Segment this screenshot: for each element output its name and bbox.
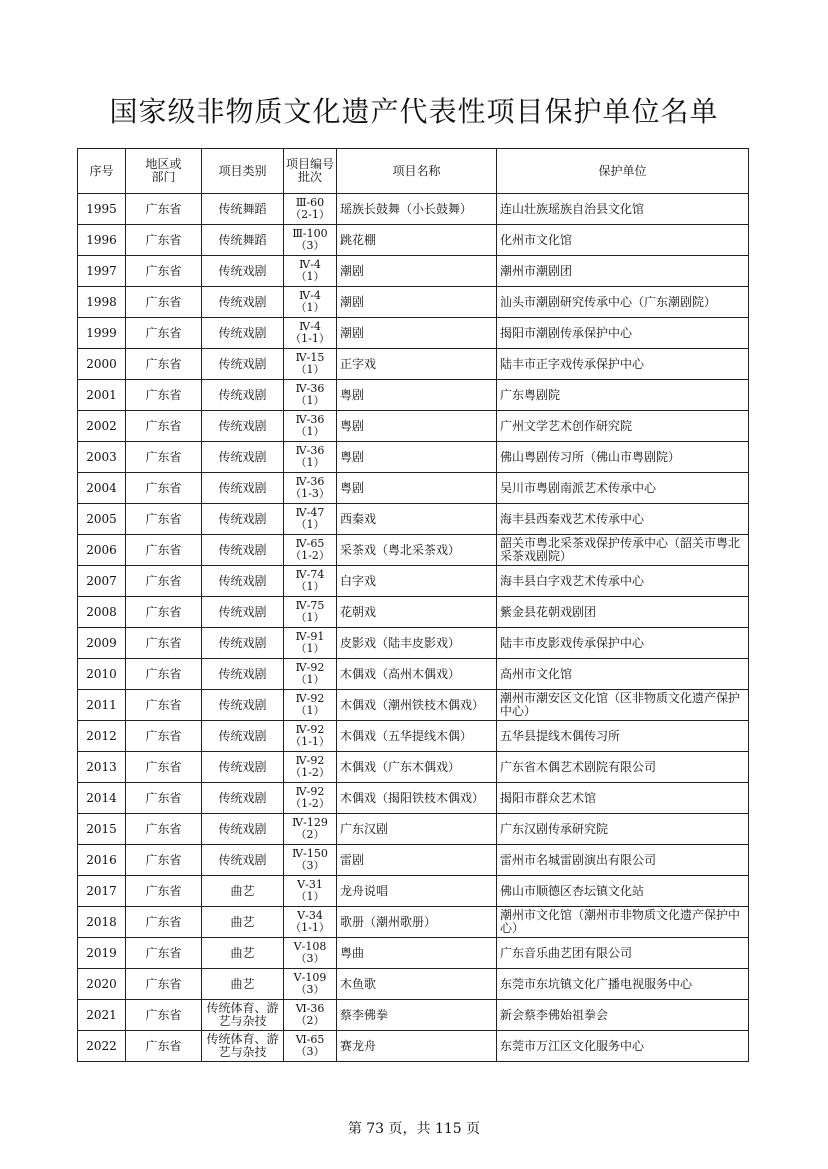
- cell-code: [284, 845, 337, 876]
- table-row: [78, 938, 749, 969]
- cell-code-batch: （1）: [295, 673, 325, 686]
- table-row: [78, 349, 749, 380]
- cell-code-number: Ⅳ-92: [295, 692, 325, 705]
- table-row: [78, 442, 749, 473]
- cell-code-number: Ⅳ-36: [295, 382, 325, 395]
- cell-code-batch: （1）: [295, 270, 325, 283]
- cell-code-batch: （1）: [295, 425, 325, 438]
- cell-category: 传统戏剧: [202, 287, 284, 318]
- cell-category: 曲艺: [202, 938, 284, 969]
- cell-category: 传统戏剧: [202, 752, 284, 783]
- cell-name: 花朝戏: [337, 597, 497, 628]
- cell-code-number: Ⅴ-34: [297, 909, 323, 922]
- cell-seq: 2009: [78, 628, 126, 659]
- cell-code-batch: （1）: [295, 456, 325, 469]
- cell-category: 传统戏剧: [202, 535, 284, 566]
- cell-unit: 潮州市文化馆（潮州市非物质文化遗产保护中心）: [497, 907, 749, 938]
- cell-seq: 2005: [78, 504, 126, 535]
- cell-code: [284, 628, 337, 659]
- cell-region: 广东省: [126, 690, 202, 721]
- cell-unit: 雷州市名城雷剧演出有限公司: [497, 845, 749, 876]
- cell-code: [284, 411, 337, 442]
- cell-seq: 2004: [78, 473, 126, 504]
- cell-code-batch: （1）: [295, 301, 325, 314]
- cell-code: [284, 318, 337, 349]
- cell-category: 传统舞蹈: [202, 225, 284, 256]
- table-row: [78, 411, 749, 442]
- cell-region: 广东省: [126, 876, 202, 907]
- cell-code-number: Ⅳ-92: [295, 723, 325, 736]
- header-name: 项目名称: [337, 149, 497, 194]
- cell-code: [284, 473, 337, 504]
- cell-category: 曲艺: [202, 969, 284, 1000]
- table-row: [78, 752, 749, 783]
- cell-name: 粤剧: [337, 380, 497, 411]
- cell-code-number: Ⅲ-100: [292, 227, 328, 240]
- cell-unit: 连山壮族瑶族自治县文化馆: [497, 194, 749, 225]
- cell-seq: 2022: [78, 1031, 126, 1062]
- cell-unit: 佛山市顺德区杏坛镇文化站: [497, 876, 749, 907]
- cell-name: 歌册（潮州歌册）: [337, 907, 497, 938]
- cell-category: 曲艺: [202, 876, 284, 907]
- table-row: [78, 969, 749, 1000]
- cell-code: [284, 535, 337, 566]
- cell-name: 西秦戏: [337, 504, 497, 535]
- cell-unit: 新会蔡李佛始祖拳会: [497, 1000, 749, 1031]
- cell-unit: 陆丰市正字戏传承保护中心: [497, 349, 749, 380]
- cell-code: [284, 287, 337, 318]
- cell-code: [284, 783, 337, 814]
- cell-region: 广东省: [126, 721, 202, 752]
- table-row: [78, 845, 749, 876]
- cell-name: 雷剧: [337, 845, 497, 876]
- table-row: [78, 256, 749, 287]
- cell-code: [284, 876, 337, 907]
- table-row: [78, 783, 749, 814]
- table-row: [78, 876, 749, 907]
- cell-category: 传统戏剧: [202, 318, 284, 349]
- cell-seq: 1995: [78, 194, 126, 225]
- header-unit: 保护单位: [497, 149, 749, 194]
- table-row: [78, 659, 749, 690]
- cell-name: 正字戏: [337, 349, 497, 380]
- cell-code-number: Ⅳ-92: [295, 754, 325, 767]
- cell-code-number: Ⅳ-15: [295, 351, 325, 364]
- cell-region: 广东省: [126, 597, 202, 628]
- table-row: [78, 380, 749, 411]
- cell-category: 传统戏剧: [202, 659, 284, 690]
- cell-unit: 潮州市潮剧团: [497, 256, 749, 287]
- cell-seq: 2012: [78, 721, 126, 752]
- table-row: [78, 721, 749, 752]
- cell-seq: 1999: [78, 318, 126, 349]
- cell-code-number: Ⅳ-74: [295, 568, 325, 581]
- cell-seq: 2003: [78, 442, 126, 473]
- cell-code-number: Ⅳ-75: [295, 599, 325, 612]
- cell-unit: 广东省木偶艺术剧院有限公司: [497, 752, 749, 783]
- cell-code-batch: （1）: [295, 890, 325, 903]
- cell-category: 传统戏剧: [202, 380, 284, 411]
- table-row: [78, 814, 749, 845]
- cell-code-batch: （1）: [295, 704, 325, 717]
- cell-code-batch: （3）: [295, 952, 325, 965]
- cell-region: 广东省: [126, 442, 202, 473]
- cell-code: [284, 690, 337, 721]
- cell-category: 传统戏剧: [202, 783, 284, 814]
- cell-seq: 2019: [78, 938, 126, 969]
- cell-unit: 吴川市粤剧南派艺术传承中心: [497, 473, 749, 504]
- cell-name: 木鱼歌: [337, 969, 497, 1000]
- cell-name: 龙舟说唱: [337, 876, 497, 907]
- cell-seq: 2002: [78, 411, 126, 442]
- cell-code-number: Ⅵ-36: [295, 1002, 325, 1015]
- cell-code: [284, 380, 337, 411]
- cell-code-number: Ⅴ-108: [293, 940, 327, 953]
- cell-name: 粤曲: [337, 938, 497, 969]
- cell-unit: 广州文学艺术创作研究院: [497, 411, 749, 442]
- cell-code: [284, 721, 337, 752]
- cell-code-batch: （3）: [295, 1045, 325, 1058]
- cell-region: 广东省: [126, 845, 202, 876]
- cell-code: [284, 256, 337, 287]
- cell-category: 传统戏剧: [202, 411, 284, 442]
- cell-seq: 2021: [78, 1000, 126, 1031]
- cell-code-batch: （1-1）: [290, 332, 330, 345]
- cell-code: [284, 194, 337, 225]
- cell-code-batch: （3）: [295, 239, 325, 252]
- cell-region: 广东省: [126, 473, 202, 504]
- cell-name: 瑶族长鼓舞（小长鼓舞）: [337, 194, 497, 225]
- cell-seq: 2020: [78, 969, 126, 1000]
- cell-category: 传统戏剧: [202, 721, 284, 752]
- cell-code-number: Ⅳ-36: [295, 475, 325, 488]
- table-row: [78, 1031, 749, 1062]
- cell-code-batch: （2）: [295, 828, 325, 841]
- cell-category: 传统戏剧: [202, 628, 284, 659]
- cell-name: 木偶戏（揭阳铁枝木偶戏）: [337, 783, 497, 814]
- cell-region: 广东省: [126, 566, 202, 597]
- cell-name: 木偶戏（广东木偶戏）: [337, 752, 497, 783]
- cell-code-batch: （1-2）: [290, 766, 330, 779]
- table-header-row: [78, 149, 749, 194]
- cell-category: 传统戏剧: [202, 504, 284, 535]
- cell-code-number: Ⅳ-92: [295, 661, 325, 674]
- header-region: 地区或部门: [126, 149, 202, 194]
- cell-category: 传统戏剧: [202, 690, 284, 721]
- cell-name: 粤剧: [337, 411, 497, 442]
- cell-seq: 2011: [78, 690, 126, 721]
- cell-seq: 2010: [78, 659, 126, 690]
- cell-name: 潮剧: [337, 287, 497, 318]
- cell-name: 采茶戏（粤北采茶戏）: [337, 535, 497, 566]
- cell-unit: 潮州市潮安区文化馆（区非物质文化遗产保护中心）: [497, 690, 749, 721]
- cell-code: [284, 225, 337, 256]
- cell-category: 传统戏剧: [202, 256, 284, 287]
- cell-code: [284, 504, 337, 535]
- cell-code: [284, 566, 337, 597]
- cell-name: 潮剧: [337, 256, 497, 287]
- cell-unit: 广东音乐曲艺团有限公司: [497, 938, 749, 969]
- cell-category: 传统舞蹈: [202, 194, 284, 225]
- cell-code-batch: （1）: [295, 394, 325, 407]
- cell-code-batch: （1）: [295, 642, 325, 655]
- cell-unit: 汕头市潮剧研究传承中心（广东潮剧院）: [497, 287, 749, 318]
- cell-code-number: Ⅳ-47: [295, 506, 325, 519]
- cell-region: 广东省: [126, 349, 202, 380]
- cell-region: 广东省: [126, 659, 202, 690]
- cell-code-batch: （1）: [295, 518, 325, 531]
- header-code: 项目编号批次: [284, 149, 337, 194]
- heritage-table: [77, 148, 749, 1062]
- cell-code-number: Ⅳ-36: [295, 444, 325, 457]
- cell-code-number: Ⅳ-92: [295, 785, 325, 798]
- cell-seq: 1996: [78, 225, 126, 256]
- cell-name: 木偶戏（高州木偶戏）: [337, 659, 497, 690]
- cell-code-number: Ⅳ-129: [292, 816, 328, 829]
- cell-name: 赛龙舟: [337, 1031, 497, 1062]
- cell-unit: 海丰县白字戏艺术传承中心: [497, 566, 749, 597]
- cell-seq: 2006: [78, 535, 126, 566]
- cell-code-number: Ⅳ-91: [295, 630, 325, 643]
- cell-code-number: Ⅵ-65: [295, 1033, 325, 1046]
- cell-code-number: Ⅴ-31: [297, 878, 323, 891]
- cell-unit: 揭阳市潮剧传承保护中心: [497, 318, 749, 349]
- cell-name: 粤剧: [337, 473, 497, 504]
- cell-code: [284, 597, 337, 628]
- table-row: [78, 318, 749, 349]
- cell-code-number: Ⅴ-109: [293, 971, 327, 984]
- cell-name: 跳花棚: [337, 225, 497, 256]
- cell-code-number: Ⅲ-60: [295, 196, 325, 209]
- cell-seq: 2007: [78, 566, 126, 597]
- cell-seq: 2016: [78, 845, 126, 876]
- table-row: [78, 535, 749, 566]
- table-row: [78, 566, 749, 597]
- cell-seq: 2000: [78, 349, 126, 380]
- cell-unit: 五华县提线木偶传习所: [497, 721, 749, 752]
- cell-seq: 2018: [78, 907, 126, 938]
- cell-seq: 2017: [78, 876, 126, 907]
- cell-seq: 1997: [78, 256, 126, 287]
- cell-region: 广东省: [126, 969, 202, 1000]
- page-footer: 第 73 页，共 115 页: [347, 1121, 481, 1137]
- cell-code: [284, 659, 337, 690]
- cell-seq: 1998: [78, 287, 126, 318]
- cell-unit: 广东汉剧传承研究院: [497, 814, 749, 845]
- cell-code-batch: （1）: [295, 611, 325, 624]
- cell-category: 传统戏剧: [202, 814, 284, 845]
- cell-code-batch: （3）: [295, 983, 325, 996]
- cell-name: 蔡李佛拳: [337, 1000, 497, 1031]
- cell-code: [284, 969, 337, 1000]
- cell-seq: 2014: [78, 783, 126, 814]
- table-row: [78, 597, 749, 628]
- cell-code-batch: （1-1）: [290, 735, 330, 748]
- cell-code-number: Ⅳ-4: [299, 320, 321, 333]
- cell-region: 广东省: [126, 938, 202, 969]
- cell-region: 广东省: [126, 287, 202, 318]
- cell-category: 传统戏剧: [202, 566, 284, 597]
- cell-name: 潮剧: [337, 318, 497, 349]
- cell-region: 广东省: [126, 194, 202, 225]
- cell-code-batch: （3）: [295, 859, 325, 872]
- table-row: [78, 225, 749, 256]
- cell-name: 皮影戏（陆丰皮影戏）: [337, 628, 497, 659]
- header-category: 项目类别: [202, 149, 284, 194]
- cell-unit: 陆丰市皮影戏传承保护中心: [497, 628, 749, 659]
- cell-code: [284, 907, 337, 938]
- cell-name: 粤剧: [337, 442, 497, 473]
- cell-code-batch: （1）: [295, 363, 325, 376]
- cell-region: 广东省: [126, 907, 202, 938]
- table-row: [78, 504, 749, 535]
- cell-seq: 2008: [78, 597, 126, 628]
- cell-category: 曲艺: [202, 907, 284, 938]
- cell-region: 广东省: [126, 1000, 202, 1031]
- cell-region: 广东省: [126, 752, 202, 783]
- cell-region: 广东省: [126, 535, 202, 566]
- cell-code-number: Ⅳ-36: [295, 413, 325, 426]
- table-row: [78, 1000, 749, 1031]
- cell-code: [284, 1031, 337, 1062]
- cell-region: 广东省: [126, 225, 202, 256]
- cell-unit: 广东粤剧院: [497, 380, 749, 411]
- cell-code-batch: （2-1）: [290, 208, 330, 221]
- cell-code: [284, 938, 337, 969]
- cell-region: 广东省: [126, 783, 202, 814]
- cell-code: [284, 442, 337, 473]
- cell-unit: 佛山粤剧传习所（佛山市粤剧院）: [497, 442, 749, 473]
- cell-unit: 揭阳市群众艺术馆: [497, 783, 749, 814]
- cell-code: [284, 752, 337, 783]
- cell-region: 广东省: [126, 411, 202, 442]
- cell-code: [284, 1000, 337, 1031]
- table-row: [78, 907, 749, 938]
- cell-category: 传统戏剧: [202, 845, 284, 876]
- cell-code-number: Ⅳ-4: [299, 258, 321, 271]
- cell-code: [284, 814, 337, 845]
- cell-name: 白字戏: [337, 566, 497, 597]
- cell-region: 广东省: [126, 1031, 202, 1062]
- table-row: [78, 690, 749, 721]
- cell-category: 传统戏剧: [202, 349, 284, 380]
- cell-code-number: Ⅳ-65: [295, 537, 325, 550]
- cell-name: 木偶戏（潮州铁枝木偶戏）: [337, 690, 497, 721]
- cell-unit: 化州市文化馆: [497, 225, 749, 256]
- cell-seq: 2013: [78, 752, 126, 783]
- cell-seq: 2015: [78, 814, 126, 845]
- cell-unit: 海丰县西秦戏艺术传承中心: [497, 504, 749, 535]
- cell-code-batch: （1）: [295, 580, 325, 593]
- cell-code-number: Ⅳ-150: [292, 847, 328, 860]
- cell-name: 广东汉剧: [337, 814, 497, 845]
- cell-code-number: Ⅳ-4: [299, 289, 321, 302]
- cell-region: 广东省: [126, 318, 202, 349]
- cell-region: 广东省: [126, 256, 202, 287]
- cell-seq: 2001: [78, 380, 126, 411]
- cell-unit: 韶关市粤北采茶戏保护传承中心（韶关市粤北采茶戏剧院）: [497, 535, 749, 566]
- cell-category: 传统体育、游艺与杂技: [202, 1000, 284, 1031]
- cell-category: 传统体育、游艺与杂技: [202, 1031, 284, 1062]
- cell-code-batch: （1-2）: [290, 549, 330, 562]
- cell-region: 广东省: [126, 504, 202, 535]
- cell-unit: 东莞市万江区文化服务中心: [497, 1031, 749, 1062]
- table-row: [78, 194, 749, 225]
- header-seq: 序号: [78, 149, 126, 194]
- cell-region: 广东省: [126, 380, 202, 411]
- table-row: [78, 473, 749, 504]
- page-title: 国家级非物质文化遗产代表性项目保护单位名单: [109, 95, 719, 128]
- cell-code-batch: （1-3）: [290, 487, 330, 500]
- cell-code-batch: （1-2）: [290, 797, 330, 810]
- cell-code-batch: （1-1）: [290, 921, 330, 934]
- cell-category: 传统戏剧: [202, 442, 284, 473]
- cell-code-batch: （2）: [295, 1014, 325, 1027]
- cell-unit: 高州市文化馆: [497, 659, 749, 690]
- cell-region: 广东省: [126, 628, 202, 659]
- cell-code: [284, 349, 337, 380]
- cell-name: 木偶戏（五华提线木偶）: [337, 721, 497, 752]
- table-row: [78, 628, 749, 659]
- table-row: [78, 287, 749, 318]
- cell-unit: 东莞市东坑镇文化广播电视服务中心: [497, 969, 749, 1000]
- cell-region: 广东省: [126, 814, 202, 845]
- cell-unit: 紫金县花朝戏剧团: [497, 597, 749, 628]
- cell-category: 传统戏剧: [202, 597, 284, 628]
- cell-category: 传统戏剧: [202, 473, 284, 504]
